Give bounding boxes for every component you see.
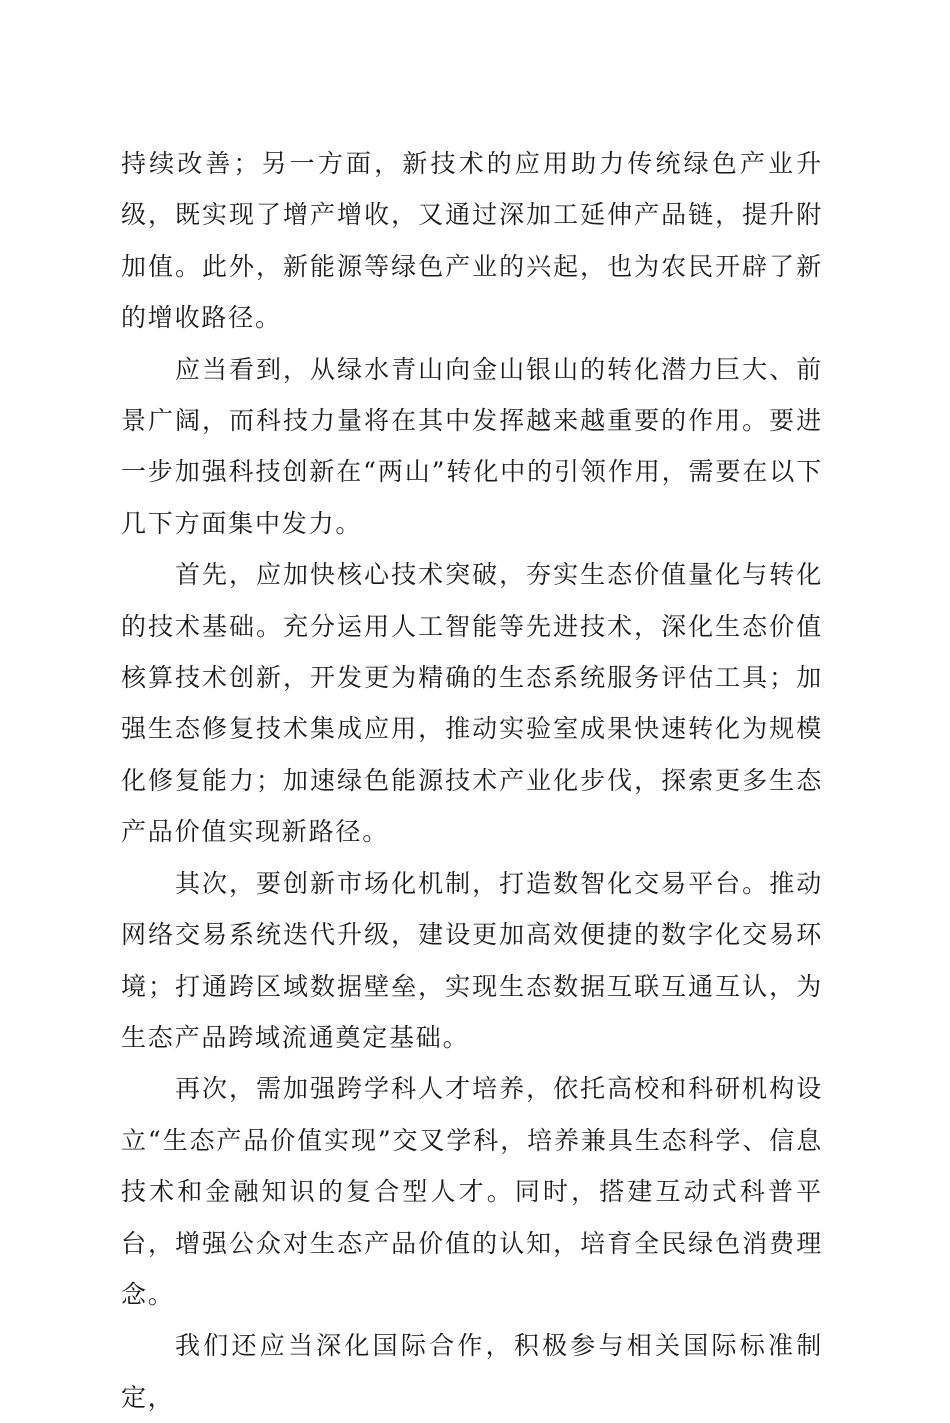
- paragraph-4: 其次，要创新市场化机制，打造数智化交易平台。推动网络交易系统迭代升级，建设更加高效便捷的数字化交易环境；打通跨区域数据壁垒，实现生态数据互联互通互认，为生态产品跨域流通奠定基础。: [121, 868, 823, 1052]
- paragraph-5: 再次，需加强跨学科人才培养，依托高校和科研机构设立“生态产品价值实现”交叉学科，培养兼具生态科学、信息技术和金融知识的复合型人才。同时，搭建互动式科普平台，增强公众对生态产品价值的认知，培育全民绿色消费理念。: [121, 1074, 823, 1309]
- paragraph-1: 持续改善；另一方面，新技术的应用助力传统绿色产业升级，既实现了增产增收，又通过深加工延伸产品链，提升附加值。此外，新能源等绿色产业的兴起，也为农民开辟了新的增收路径。: [121, 149, 823, 333]
- paragraph-6: 我们还应当深化国际合作，积极参与相关国际标准制定，: [121, 1331, 823, 1412]
- paragraph-3: 首先，应加快核心技术突破，夯实生态价值量化与转化的技术基础。充分运用人工智能等先进技术，深化生态价值核算技术创新，开发更为精确的生态系统服务评估工具；加强生态修复技术集成应用，推动实验室成果快速转化为规模化修复能力；加速绿色能源技术产业化步伐，探索更多生态产品价值实现新路径。: [121, 560, 823, 847]
- paragraph-2: 应当看到，从绿水青山向金山银山的转化潜力巨大、前景广阔，而科技力量将在其中发挥越来越重要的作用。要进一步加强科技创新在“两山”转化中的引领作用，需要在以下几下方面集中发力。: [121, 354, 823, 538]
- article-body: [121, 138, 823, 1423]
